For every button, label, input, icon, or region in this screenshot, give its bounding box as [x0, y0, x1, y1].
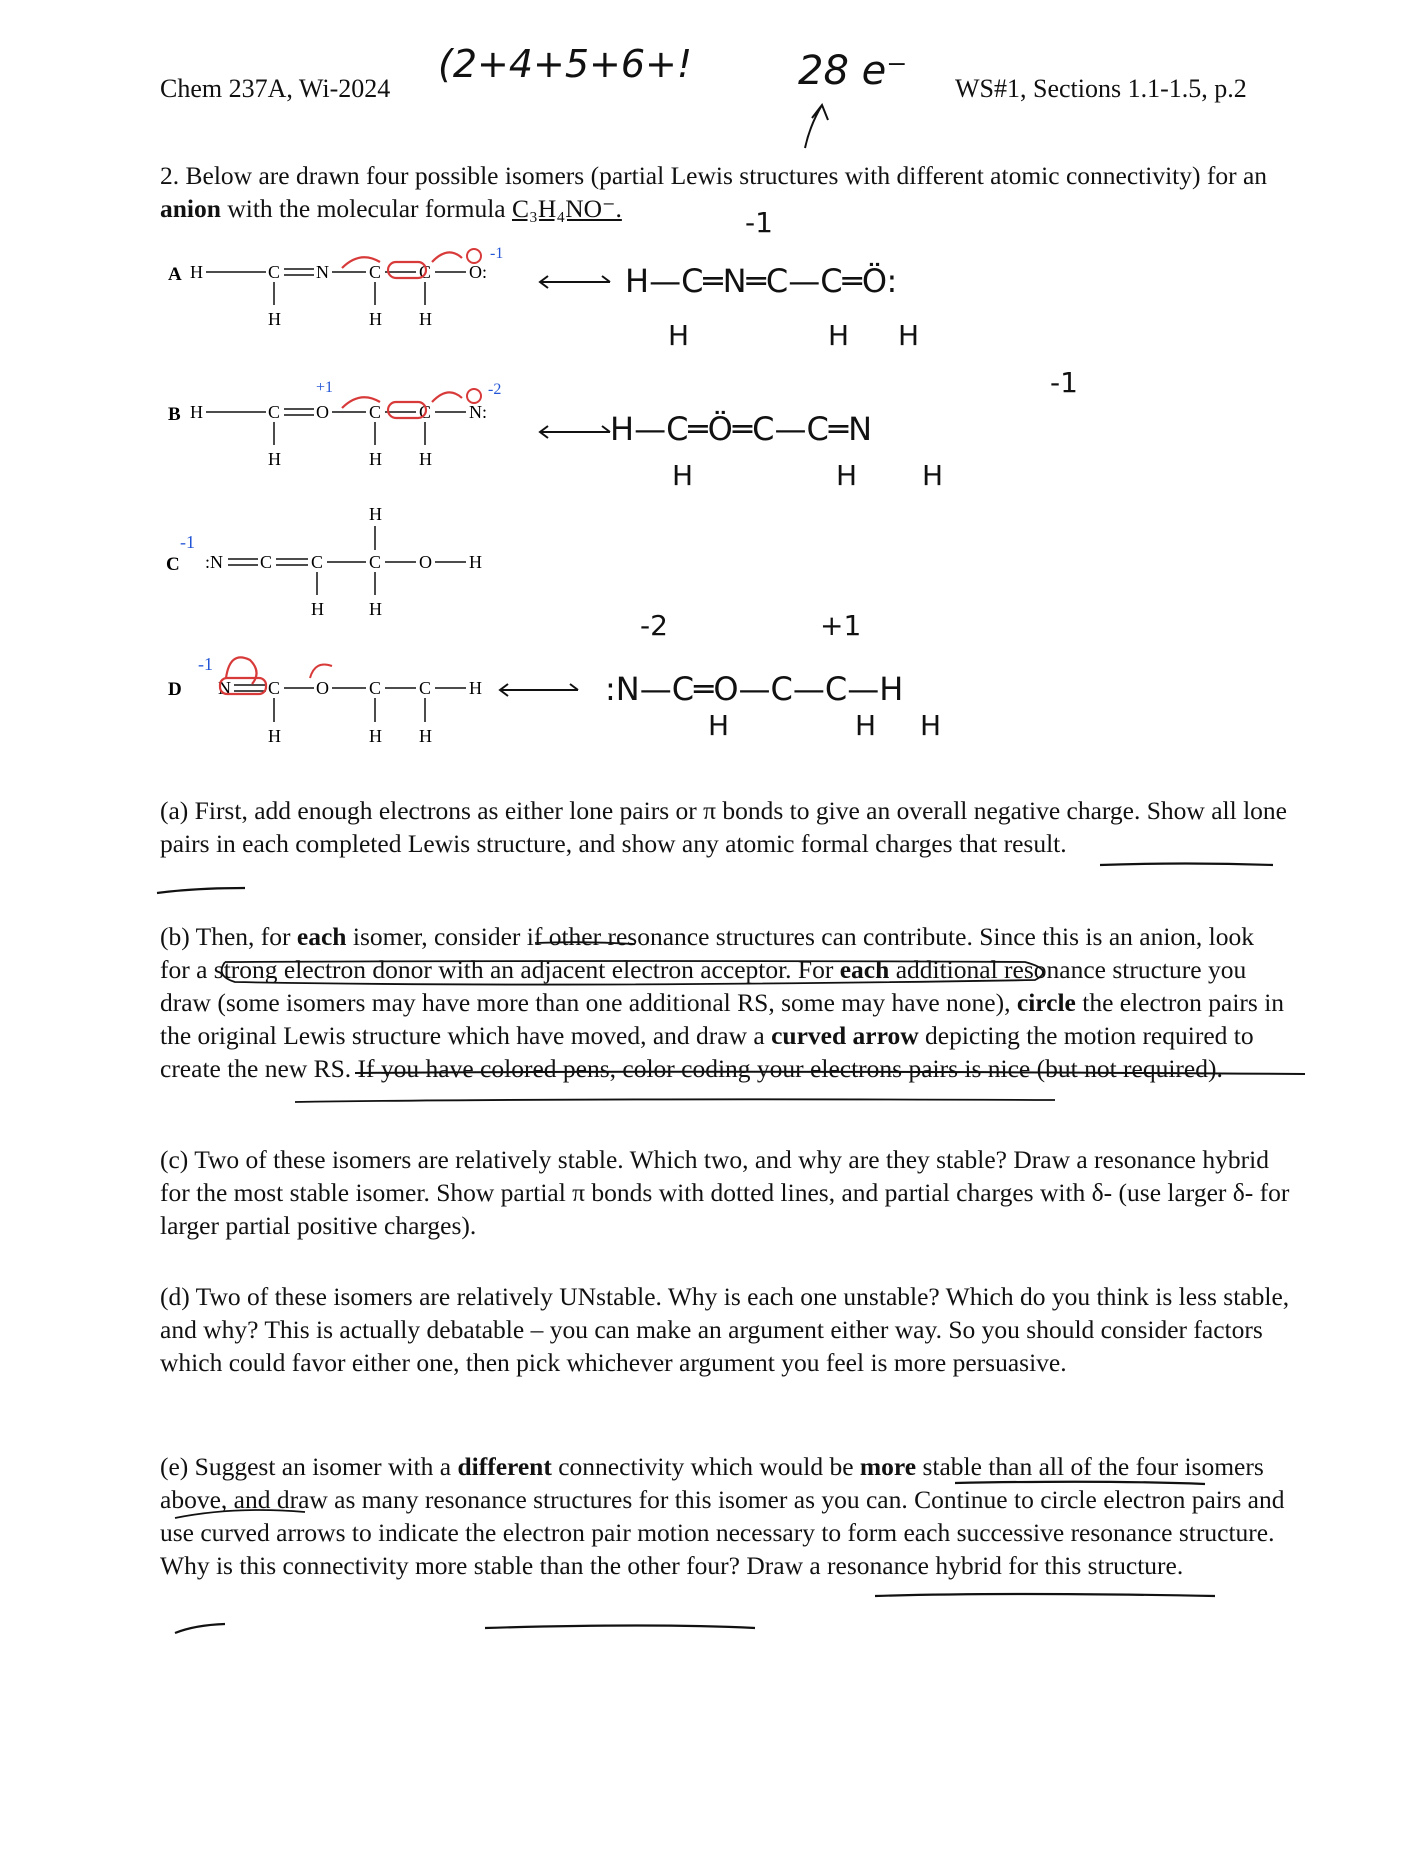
svg-text:H: H: [268, 449, 281, 469]
svg-text:-1: -1: [490, 245, 504, 262]
course-header: Chem 237A, Wi-2024: [160, 74, 391, 103]
svg-text:H: H: [672, 459, 694, 492]
svg-text:H: H: [469, 678, 482, 698]
isomer-b-resonance-charge: -1: [1050, 366, 1078, 399]
part-a-text: (a) First, add enough electrons as either lone pairs or π bonds to give an overall negative charge. Show all lone pairs in each completed Lewis structure, and show any atomic formal charges that result.: [160, 796, 1287, 858]
handwritten-electron-count: 28 e⁻: [798, 48, 908, 94]
svg-text:O: O: [316, 402, 329, 422]
isomer-a-resonance-charge: -1: [745, 206, 773, 239]
svg-text:C: C: [369, 678, 382, 698]
svg-text:N: N: [316, 262, 329, 282]
part-c-text: (c) Two of these isomers are relatively stable. Which two, and why are they stable? Draw a resonance hybrid for the most stable isomer. Show partial π bonds with dotted lines, and partial charges with δ- (use larger δ- for larger partial positive charges).: [160, 1145, 1290, 1240]
isomer-d-resonance-charge-o: +1: [820, 609, 862, 642]
isomer-d-structure: [218, 657, 482, 746]
svg-text:H: H: [922, 459, 944, 492]
svg-text:H: H: [920, 709, 942, 742]
svg-text:O:: O:: [469, 262, 487, 282]
part-e-underlines: [155, 1478, 1315, 1638]
isomer-c-charge: -1: [180, 532, 195, 552]
molecular-formula: C₃H₄NO⁻.: [512, 194, 622, 223]
part-e-text: (e) Suggest an isomer with a different connectivity which would be more stable than all of the four isomers above, and draw as many resonance structures for this isomer as you can. Continue to circle electron pairs and use curved arrows to indicate the electron pair motion necessary to form each successive resonance structure. Why is this connectivity more stable than the other four? Draw a resonance hybrid for this structure.: [160, 1452, 1285, 1580]
svg-text:O: O: [419, 552, 432, 572]
intro-text-1: Below are drawn four possible isomers (partial Lewis structures with different atomic connectivity) for an: [185, 161, 1268, 190]
isomer-structures-figure: [0, 0, 1422, 780]
svg-text:H: H: [268, 726, 281, 746]
question-number: 2.: [160, 161, 180, 190]
isomer-a-label: A: [168, 264, 182, 285]
part-b-text: (b) Then, for each isomer, consider if other resonance structures can contribute. Since this is an anion, look for a strong electron donor with an adjacent electron acceptor. For each additional resonance structure you draw (some isomers may have more than one additional RS, some may have none), circle the electron pairs in the original Lewis structure which have moved, and draw a curved arrow depicting the motion required to create the new RS. If you have colored pens, color coding your electrons pairs is nice (but not required).: [160, 922, 1285, 1083]
isomer-c-label: C: [166, 554, 180, 575]
svg-text:H: H: [836, 459, 858, 492]
isomer-b-resonance: H—C═Ö═C—C═N: [610, 410, 873, 448]
svg-text:H: H: [190, 402, 203, 422]
intro-text-2: with the molecular formula: [220, 194, 512, 223]
isomer-b-structure: [190, 379, 501, 469]
svg-text:H: H: [369, 599, 382, 619]
svg-text:-2: -2: [488, 381, 502, 398]
svg-text:C: C: [419, 402, 432, 422]
svg-text:H: H: [419, 726, 432, 746]
isomer-a-structure: [190, 245, 503, 329]
svg-text:H: H: [311, 599, 324, 619]
isomer-d-charge: -1: [198, 654, 213, 674]
svg-text:+1: +1: [316, 379, 334, 396]
handwritten-sum: (2+4+5+6+!: [438, 42, 693, 86]
svg-text:N:: N:: [469, 402, 487, 422]
svg-text:H: H: [369, 726, 382, 746]
svg-text:N: N: [218, 678, 231, 698]
svg-text:O: O: [316, 678, 329, 698]
part-d-text: (d) Two of these isomers are relatively UNstable. Why is each one unstable? Which do you think is less stable, and why? This is actually debatable – you can make an argument either way. So you should consider factors which could favor either one, then pick whichever argument you feel is more persuasive.: [160, 1282, 1290, 1377]
intro-bold-anion: anion: [160, 194, 221, 223]
isomer-c-structure: [205, 504, 482, 619]
svg-text:H: H: [828, 319, 850, 352]
svg-text:H: H: [708, 709, 730, 742]
svg-text::N: :N: [205, 552, 223, 572]
part-b-annotations: [155, 940, 1315, 1120]
svg-text:H: H: [855, 709, 877, 742]
svg-text:H: H: [268, 309, 281, 329]
svg-text:H: H: [668, 319, 690, 352]
svg-text:H: H: [898, 319, 920, 352]
svg-text:H: H: [369, 309, 382, 329]
svg-text:C: C: [268, 402, 281, 422]
isomer-b-label: B: [168, 404, 181, 425]
svg-text:C: C: [260, 552, 273, 572]
svg-text:H: H: [369, 449, 382, 469]
svg-text:H: H: [419, 309, 432, 329]
svg-text:C: C: [311, 552, 324, 572]
svg-text:H: H: [369, 504, 382, 524]
svg-text:C: C: [369, 402, 382, 422]
svg-text:C: C: [369, 552, 382, 572]
svg-text:H: H: [469, 552, 482, 572]
worksheet-header: WS#1, Sections 1.1-1.5, p.2: [955, 74, 1247, 103]
svg-text:C: C: [268, 262, 281, 282]
isomer-d-resonance: :N—C═O—C—C—H: [605, 670, 904, 708]
svg-text:H: H: [419, 449, 432, 469]
svg-text:C: C: [419, 262, 432, 282]
isomer-a-resonance: H—C═N═C—C═Ö:: [625, 262, 898, 300]
isomer-d-resonance-charge-n: -2: [640, 609, 668, 642]
svg-text:C: C: [268, 678, 281, 698]
part-a-underlines: [155, 860, 1285, 900]
svg-text:C: C: [419, 678, 432, 698]
handwritten-pointer-arrow: [805, 105, 828, 148]
svg-text:C: C: [369, 262, 382, 282]
svg-text:H: H: [190, 262, 203, 282]
isomer-d-label: D: [168, 679, 182, 700]
